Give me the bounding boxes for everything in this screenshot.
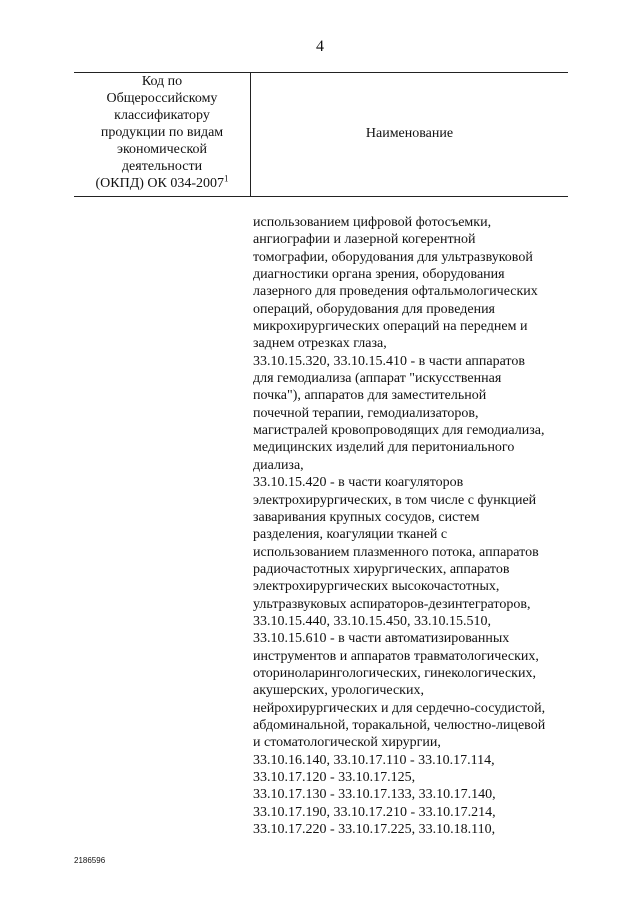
code-header-line: деятельности bbox=[121, 159, 203, 174]
text-line: 33.10.15.320, 33.10.15.410 - в части аппаратов bbox=[253, 353, 525, 369]
text-line: для гемодиализа (аппарат "искусственная bbox=[253, 371, 502, 387]
text-line: 33.10.16.140, 33.10.17.110 - 33.10.17.114, bbox=[253, 752, 495, 768]
text-line: инструментов и аппаратов травматологических, bbox=[253, 648, 539, 664]
code-header-line: Код по bbox=[141, 74, 183, 89]
text-line: 33.10.15.420 - в части коагуляторов bbox=[253, 475, 464, 491]
text-line: заваривания крупных сосудов, систем bbox=[253, 509, 480, 525]
code-header-line: Общероссийскому bbox=[106, 91, 218, 106]
text-line: почечной терапии, гемодиализаторов, bbox=[253, 405, 479, 421]
name-column-header: Наименование bbox=[365, 126, 454, 141]
text-line: 33.10.15.610 - в части автоматизированных bbox=[253, 631, 510, 647]
text-line: использованием плазменного потока, аппаратов bbox=[253, 544, 539, 560]
text-line: электрохирургических, в том числе с функцией bbox=[253, 492, 537, 508]
text-line: диагностики органа зрения, оборудования bbox=[253, 267, 505, 283]
text-line: 33.10.15.440, 33.10.15.450, 33.10.15.510, bbox=[253, 613, 491, 629]
text-line: почка"), аппаратов для заместительной bbox=[253, 388, 487, 404]
text-line: радиочастотных хирургических, аппаратов bbox=[253, 561, 510, 577]
text-line: использованием цифровой фотосъемки, bbox=[253, 215, 492, 230]
text-line: томографии, оборудования для ультразвуковой bbox=[253, 249, 533, 265]
text-line: ультразвуковых аспираторов-дезинтеграторов, bbox=[253, 596, 531, 612]
code-header-line: экономической bbox=[116, 142, 208, 157]
name-column-text bbox=[253, 214, 573, 838]
text-line: 33.10.17.190, 33.10.17.210 - 33.10.17.214, bbox=[253, 804, 496, 820]
code-header-last-line bbox=[74, 175, 250, 192]
code-header-line: (ОКПД) ОК 034-2007 bbox=[95, 176, 225, 191]
footnote-marker: 1 bbox=[224, 173, 229, 184]
text-line: абдоминальной, торакальной, челюстно-лицевой bbox=[253, 717, 546, 733]
text-line: 33.10.17.130 - 33.10.17.133, 33.10.17.140, bbox=[253, 787, 496, 803]
text-line: электрохирургических высокочастотных, bbox=[253, 579, 500, 595]
text-line: заднем отрезках глаза, bbox=[253, 336, 387, 352]
code-header-line: продукции по видам bbox=[100, 125, 224, 140]
okpd-code-column-header bbox=[74, 73, 250, 192]
text-line: и стоматологической хирургии, bbox=[253, 735, 441, 751]
text-line: 33.10.17.120 - 33.10.17.125, bbox=[253, 770, 416, 785]
text-line: диализа, bbox=[253, 457, 304, 473]
text-line: лазерного для проведения офтальмологических bbox=[253, 284, 538, 300]
text-line: нейрохирургических и для сердечно-сосудистой, bbox=[253, 700, 546, 716]
text-line: 33.10.17.220 - 33.10.17.225, 33.10.18.110, bbox=[253, 822, 496, 838]
text-line: оториноларингологических, гинекологических, bbox=[253, 665, 536, 681]
page-number: 4 bbox=[316, 38, 324, 55]
text-line: магистралей кровопроводящих для гемодиализа, bbox=[253, 423, 545, 439]
text-line: ангиографии и лазерной когерентной bbox=[253, 232, 476, 248]
text-line: операций, оборудования для проведения bbox=[253, 301, 495, 317]
document-id: 2186596 bbox=[74, 856, 106, 865]
text-line: медицинских изделий для перитониального bbox=[253, 440, 515, 456]
code-header-line: классификатору bbox=[114, 108, 210, 123]
text-line: акушерских, урологических, bbox=[253, 683, 424, 699]
text-line: разделения, коагуляции тканей с bbox=[253, 527, 448, 543]
text-line: микрохирургических операций на переднем и bbox=[253, 319, 528, 335]
table-header-bottom-rule bbox=[74, 196, 568, 197]
